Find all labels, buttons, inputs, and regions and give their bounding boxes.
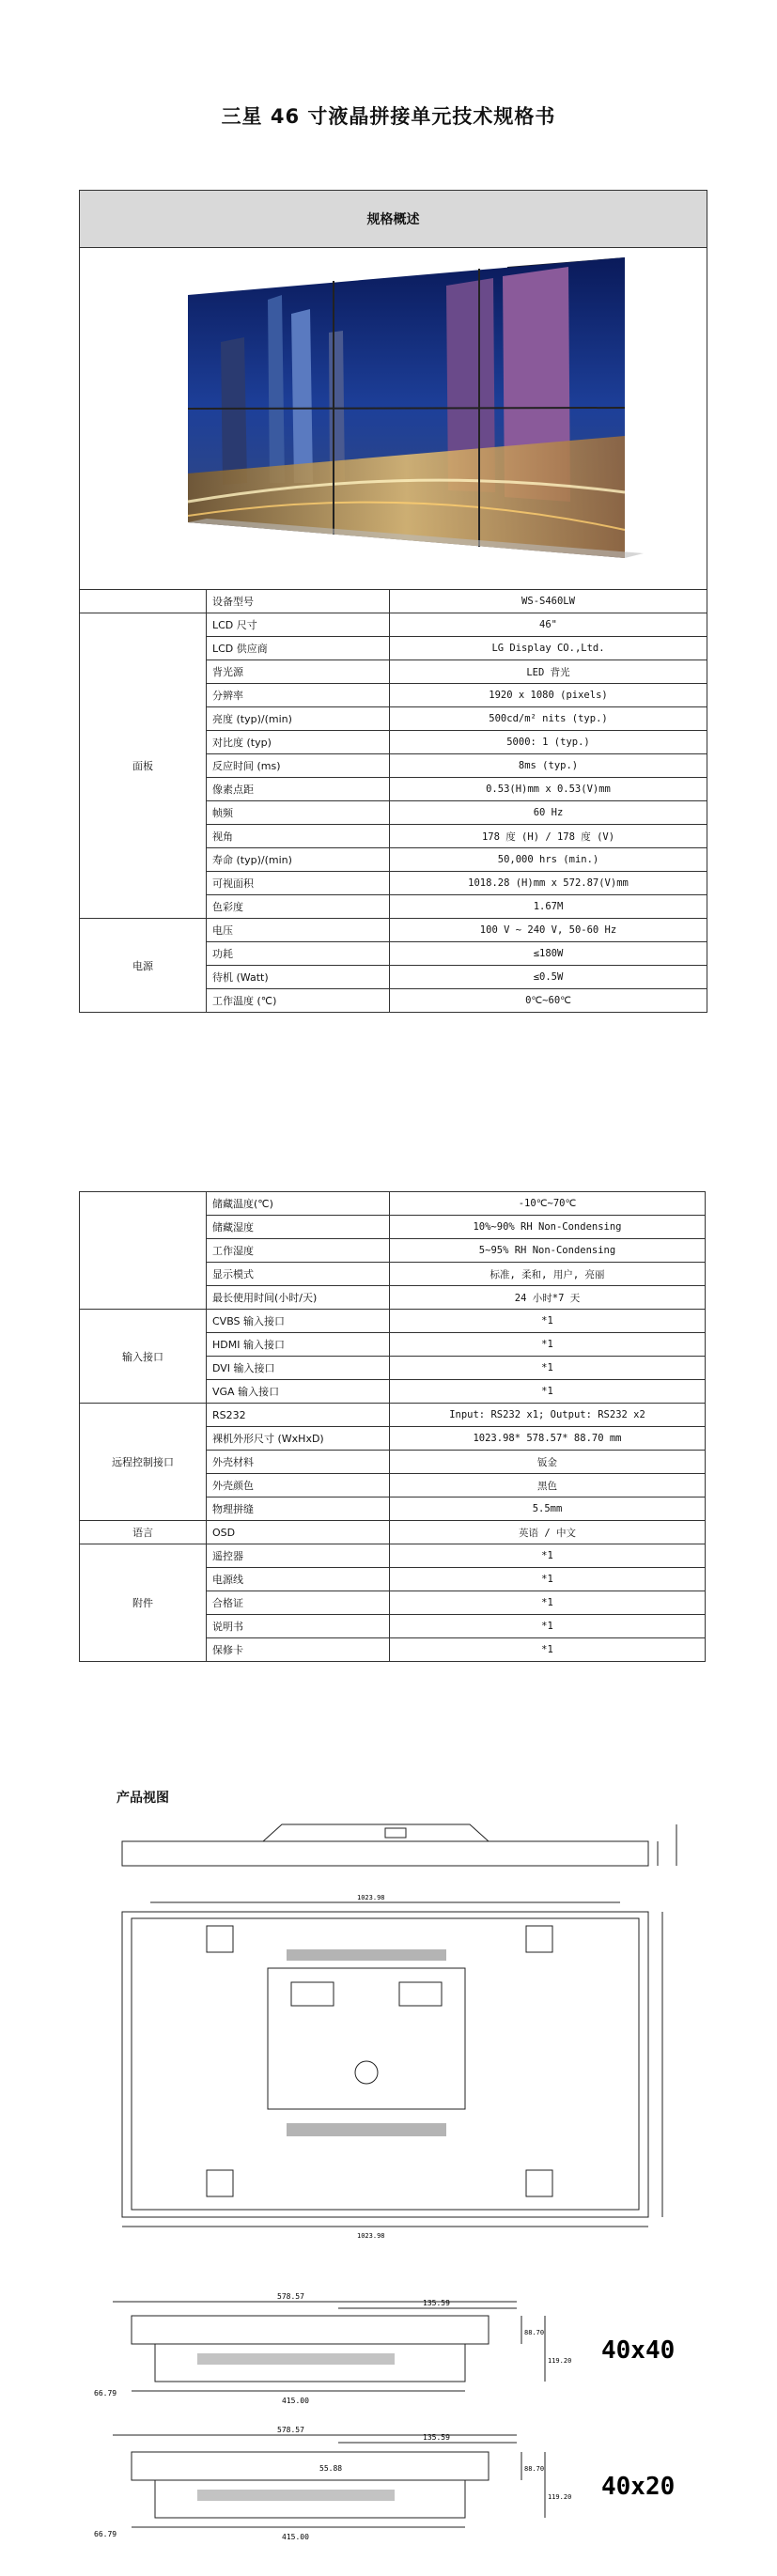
spec-table-1 <box>79 190 707 1013</box>
video-wall-photo <box>80 248 707 586</box>
spec-label: OSD <box>207 1521 390 1544</box>
spec-value: *1 <box>390 1615 706 1638</box>
spec-value: ≤0.5W <box>390 966 707 989</box>
views-title: 产品视图 <box>117 1791 169 1806</box>
spec-group: 附件 <box>80 1544 207 1662</box>
spec-value: 178 度 (H) / 178 度 (V) <box>390 825 707 848</box>
spec-value: *1 <box>390 1333 706 1357</box>
spec-value: 钣金 <box>390 1451 706 1474</box>
spec-row <box>80 1404 706 1427</box>
dim-width-label: 1023.98 <box>357 1894 385 1901</box>
spec-value: *1 <box>390 1380 706 1404</box>
spec-label: 反应时间 (ms) <box>207 754 390 778</box>
spec-label: CVBS 输入接口 <box>207 1310 390 1333</box>
spec-value: *1 <box>390 1568 706 1591</box>
dim-f-label: 66.79 <box>94 2389 117 2398</box>
spec-label: VGA 输入接口 <box>207 1380 390 1404</box>
spec-value: 8ms (typ.) <box>390 754 707 778</box>
dim-f2-label: 66.79 <box>94 2530 117 2538</box>
spec-value: *1 <box>390 1544 706 1568</box>
spec-value: 0.53(H)mm x 0.53(V)mm <box>390 778 707 801</box>
spec-row <box>80 1544 706 1568</box>
dim-c-label: 88.70 <box>524 2329 545 2336</box>
spec-group: 电源 <box>80 919 207 1013</box>
spec-label: 背光源 <box>207 660 390 684</box>
spec-label: 电源线 <box>207 1568 390 1591</box>
technical-drawing <box>75 1813 714 2574</box>
spec-value: ≤180W <box>390 942 707 966</box>
dim-a2-label: 578.57 <box>277 2426 304 2434</box>
spec-value: LED 背光 <box>390 660 707 684</box>
spec-value: 5~95% RH Non-Condensing <box>390 1239 706 1263</box>
spec-label: 寿命 (typ)/(min) <box>207 848 390 872</box>
spec-label: 电压 <box>207 919 390 942</box>
page-title: 三星 46 寸液晶拼接单元技术规格书 <box>221 105 556 128</box>
spec-value: Input: RS232 x1; Output: RS232 x2 <box>390 1404 706 1427</box>
spec-row <box>80 613 707 637</box>
spec-value: 黑色 <box>390 1474 706 1497</box>
spec-value: *1 <box>390 1638 706 1662</box>
dim-c2-label: 88.70 <box>524 2465 545 2473</box>
product-photo-cell <box>80 248 707 590</box>
spec-label: 设备型号 <box>207 590 390 613</box>
spec-label: RS232 <box>207 1404 390 1427</box>
spec-label: 物理拼缝 <box>207 1497 390 1521</box>
spec-label: 工作湿度 <box>207 1239 390 1263</box>
dim-d-label: 119.20 <box>548 2357 572 2365</box>
spec-value: *1 <box>390 1357 706 1380</box>
dim-b2-label: 135.59 <box>423 2433 450 2442</box>
dim-a-label: 578.57 <box>277 2292 304 2301</box>
spec-label: 最长使用时间(小时/天) <box>207 1286 390 1310</box>
spec-label: 可视面积 <box>207 872 390 895</box>
spec-value: 24 小时*7 天 <box>390 1286 706 1310</box>
spec-label: DVI 输入接口 <box>207 1357 390 1380</box>
spec-value: 60 Hz <box>390 801 707 825</box>
spec-group <box>80 590 207 613</box>
spec-value: 标准, 柔和, 用户, 亮丽 <box>390 1263 706 1286</box>
spec-label: 储藏温度(℃) <box>207 1192 390 1216</box>
spec-group: 面板 <box>80 613 207 919</box>
spec-label: 外壳颜色 <box>207 1474 390 1497</box>
spec-value: WS-S460LW <box>390 590 707 613</box>
dim-e-label: 415.00 <box>282 2397 309 2405</box>
spec-value: 1.67M <box>390 895 707 919</box>
spec-value: 100 V ~ 240 V, 50-60 Hz <box>390 919 707 942</box>
spec-value: 英语 / 中文 <box>390 1521 706 1544</box>
spec-value: 5.5mm <box>390 1497 706 1521</box>
spec-group <box>80 1192 207 1310</box>
spec-value: -10℃~70℃ <box>390 1192 706 1216</box>
profile-40x40-label: 40x40 <box>601 2336 676 2365</box>
spec-label: 说明书 <box>207 1615 390 1638</box>
spec-group: 远程控制接口 <box>80 1404 207 1521</box>
spec-value: 0℃~60℃ <box>390 989 707 1013</box>
spec-group: 输入接口 <box>80 1310 207 1404</box>
spec-label: LCD 尺寸 <box>207 613 390 637</box>
spec-value: LG Display CO.,Ltd. <box>390 637 707 660</box>
overview-header: 规格概述 <box>80 191 707 248</box>
spec-value: 1018.28 (H)mm x 572.87(V)mm <box>390 872 707 895</box>
spec-label: 储藏湿度 <box>207 1216 390 1239</box>
spec-label: 裸机外形尺寸 (WxHxD) <box>207 1427 390 1451</box>
spec-value: *1 <box>390 1591 706 1615</box>
spec-label: 像素点距 <box>207 778 390 801</box>
spec-value: 1023.98* 578.57* 88.70 mm <box>390 1427 706 1451</box>
spec-row <box>80 1192 706 1216</box>
spec-label: 合格证 <box>207 1591 390 1615</box>
dim-g-label: 55.88 <box>319 2464 343 2473</box>
spec-table-2 <box>79 1191 706 1662</box>
spec-row <box>80 590 707 613</box>
spec-label: 亮度 (typ)/(min) <box>207 707 390 731</box>
spec-label: LCD 供应商 <box>207 637 390 660</box>
dim-d2-label: 119.20 <box>548 2493 572 2501</box>
spec-label: 分辨率 <box>207 684 390 707</box>
spec-label: HDMI 输入接口 <box>207 1333 390 1357</box>
spec-value: 10%~90% RH Non-Condensing <box>390 1216 706 1239</box>
spec-label: 遥控器 <box>207 1544 390 1568</box>
profile-40x20-label: 40x20 <box>601 2473 676 2501</box>
spec-value: 50,000 hrs (min.) <box>390 848 707 872</box>
spec-label: 保修卡 <box>207 1638 390 1662</box>
spec-row <box>80 919 707 942</box>
spec-value: *1 <box>390 1310 706 1333</box>
spec-value: 5000: 1 (typ.) <box>390 731 707 754</box>
spec-value: 500cd/m² nits (typ.) <box>390 707 707 731</box>
spec-label: 显示模式 <box>207 1263 390 1286</box>
spec-label: 工作温度 (℃) <box>207 989 390 1013</box>
spec-label: 外壳材料 <box>207 1451 390 1474</box>
spec-value: 1920 x 1080 (pixels) <box>390 684 707 707</box>
dim-b-label: 135.59 <box>423 2299 450 2307</box>
spec-group: 语言 <box>80 1521 207 1544</box>
spec-label: 视角 <box>207 825 390 848</box>
spec-label: 对比度 (typ) <box>207 731 390 754</box>
spec-label: 色彩度 <box>207 895 390 919</box>
spec-label: 功耗 <box>207 942 390 966</box>
dim-width-bottom-label: 1023.98 <box>357 2232 385 2240</box>
dim-e2-label: 415.00 <box>282 2533 309 2541</box>
spec-label: 待机 (Watt) <box>207 966 390 989</box>
spec-row <box>80 1310 706 1333</box>
spec-value: 46" <box>390 613 707 637</box>
spec-row <box>80 1521 706 1544</box>
spec-label: 帧频 <box>207 801 390 825</box>
